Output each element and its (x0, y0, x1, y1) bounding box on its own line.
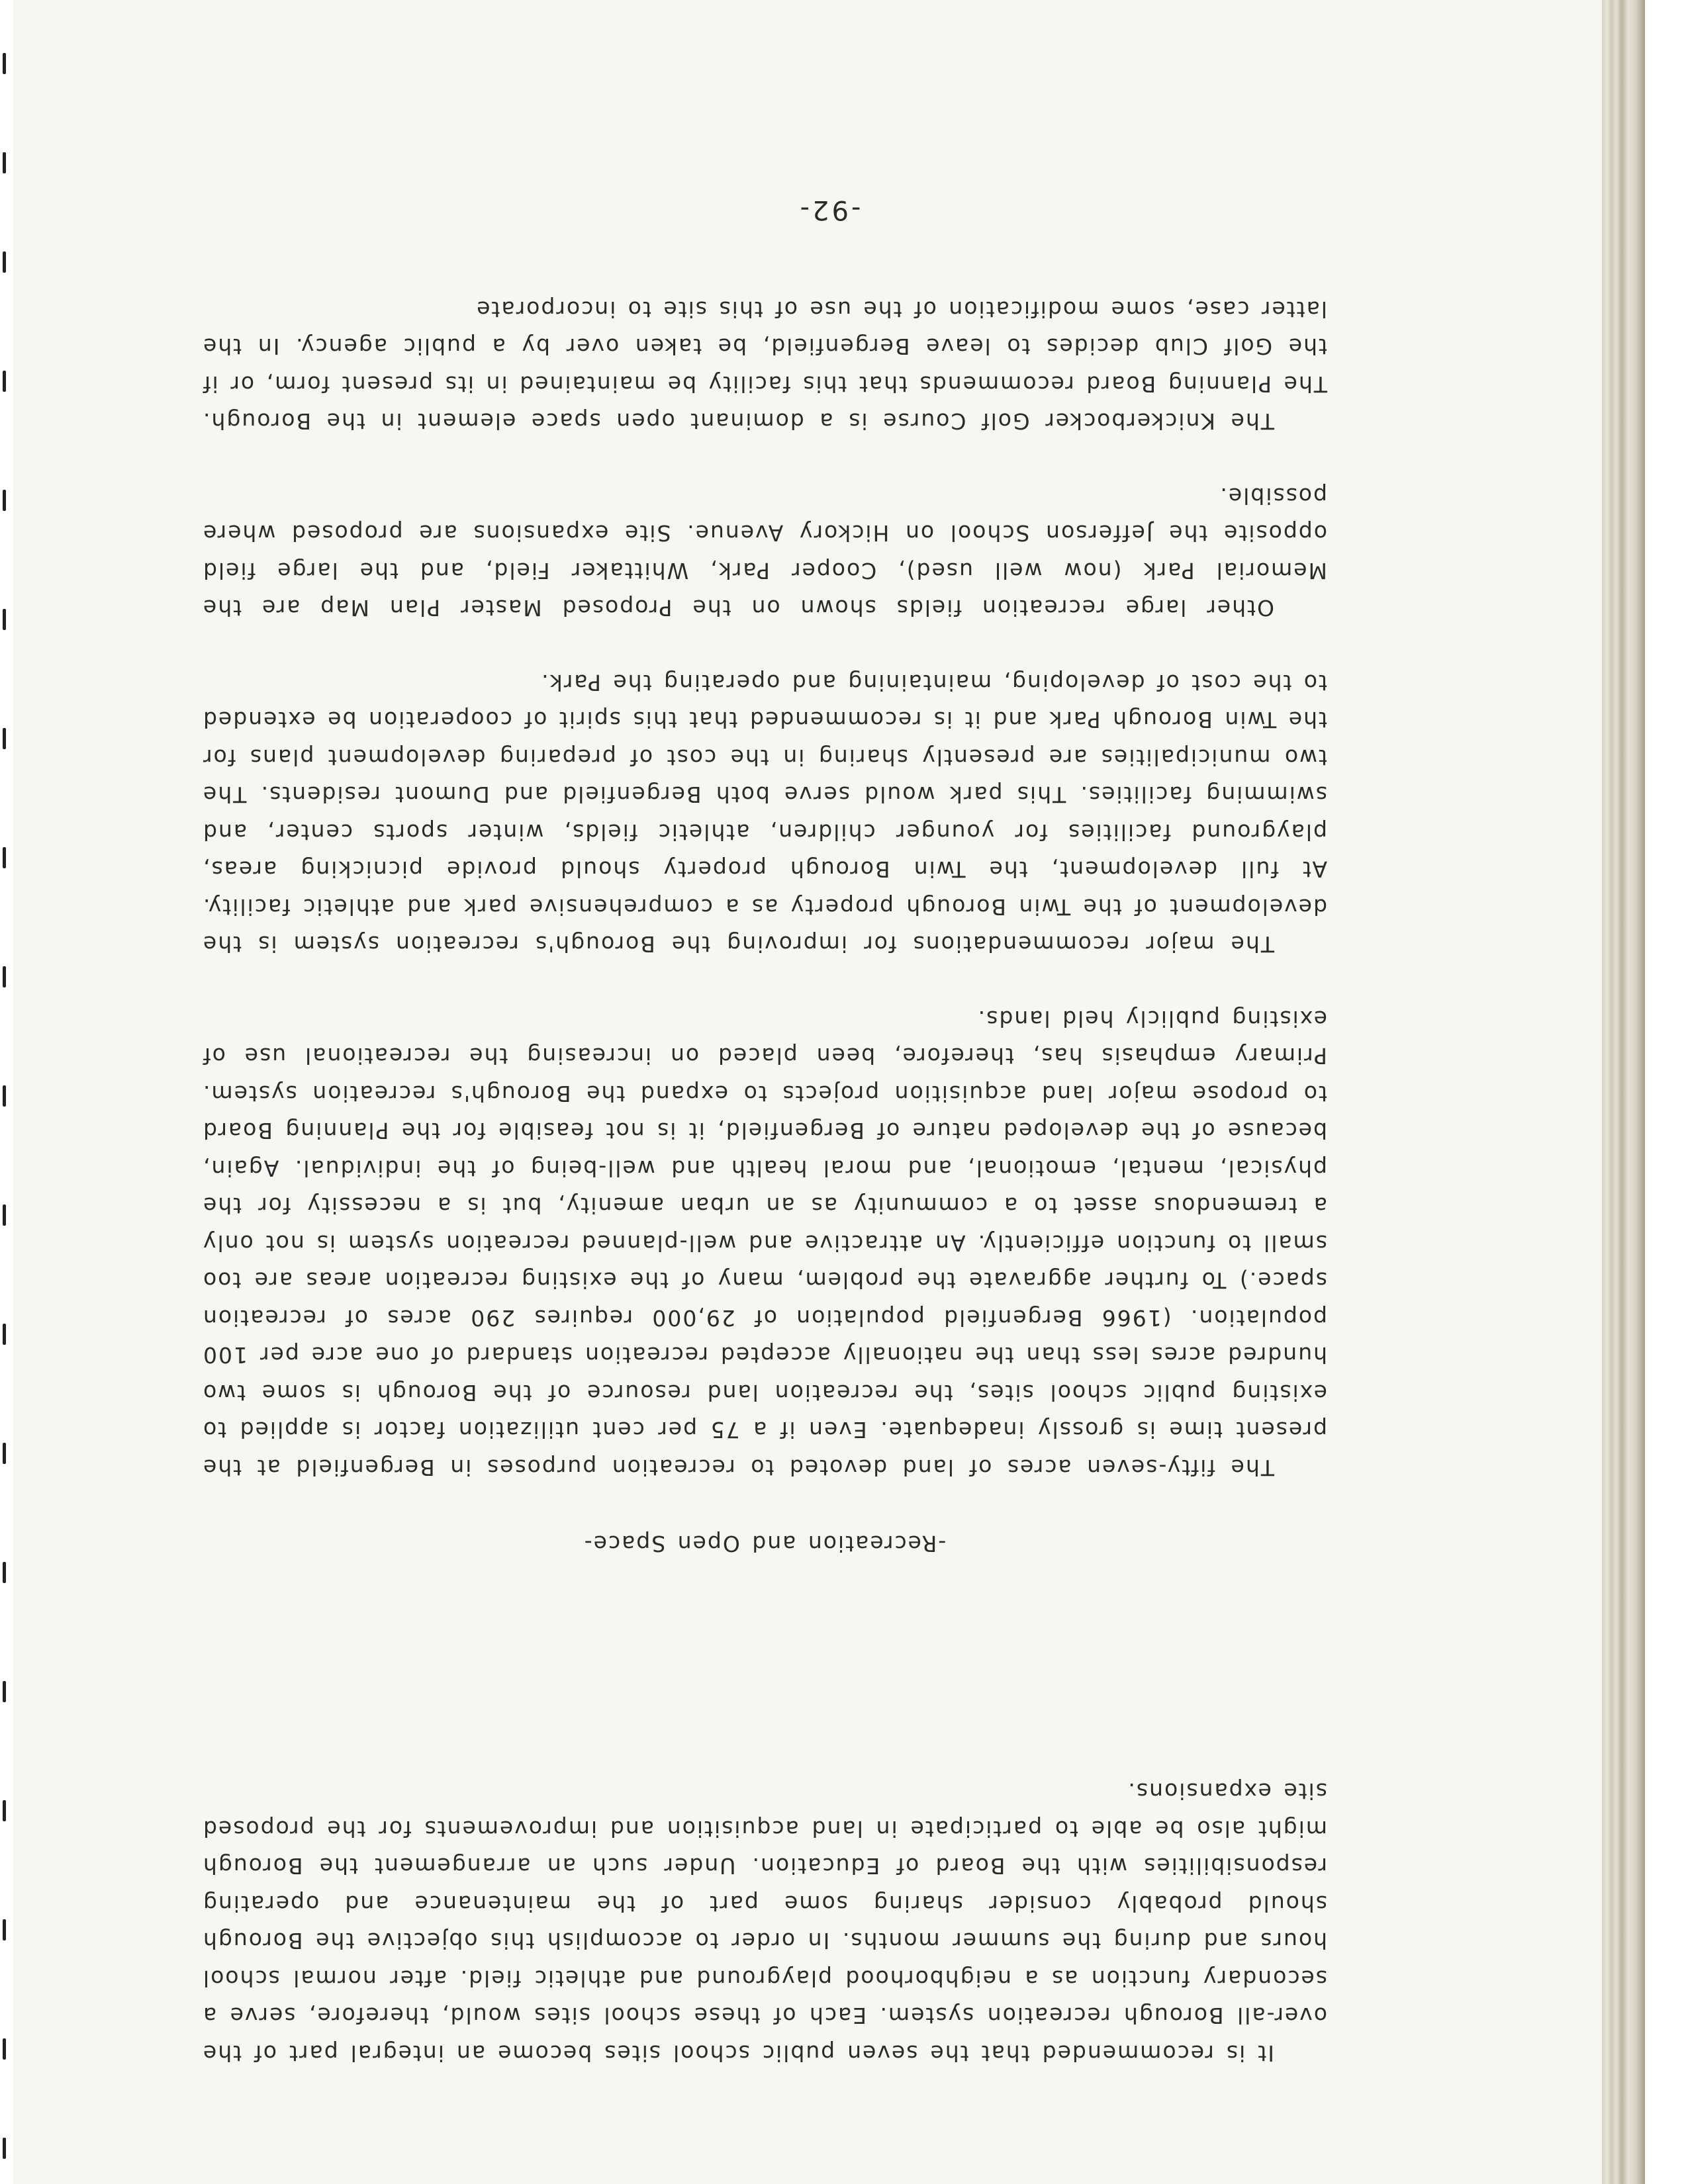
upside-down-content (13, 0, 1645, 2184)
binder-hole (3, 847, 6, 868)
binder-edge (0, 0, 13, 2184)
intro-section (202, 1772, 1327, 2071)
binder-hole (3, 251, 6, 273)
paragraph-spacer (202, 440, 1327, 477)
paragraph-golf-course: The Knickerbocker Golf Course is a dominant open space element in the Borough. The Planning Board recommends that this facility be maintained in its present form, or if the Golf Club decides to leave Bergenfield, be taken over by a public agency. In the latter case, some modification of the use of this site to incorporate (202, 296, 1327, 435)
binder-hole (3, 728, 6, 749)
paragraph-recreation-fields: Other large recreation fields shown on the Proposed Master Plan Map are the Memorial Park (now well used), Cooper Park, Whittaker Field, and the large field opposite the Jefferson School on Hickory Avenue. Site expansions are proposed where possible. (202, 483, 1327, 621)
binder-hole (3, 1205, 6, 1226)
paragraph-recreation-land: The fifty-seven acres of land devoted to recreation purposes in Bergenfield at the present time is grossly inadequate. Even if a 75 per cent utilization factor is applied to existing public school sites, the recreation land resource of the Borough is some two hundred acres less than the nationally accepted recreation standard of one acre per 100 population. (1966 Bergenfield population of 29,000 requires 290 acres of recreation space.) To further aggravate the problem, many of the existing recreation areas are too small to function efficiently. An attractive and well-planned recreation system is not only a tremendous asset to a community as an urban amenity, but is a necessity for the physical, mental, emotional, and moral health and well-being of the individual. Again, because of the developed nature of Bergenfield, it is not feasible for the Planning Board to propose major land acquisition projects to expand the Borough's recreation system. Primary emphasis has, therefore, been placed on increasing the recreational use of existing publicly held lands. (202, 1006, 1327, 1480)
binder-hole (3, 1681, 6, 1702)
binder-hole (3, 1085, 6, 1107)
paragraph-spacer (202, 963, 1327, 1000)
binder-hole (3, 371, 6, 392)
page-number: -92- (797, 195, 861, 225)
binder-hole (3, 1443, 6, 1464)
stacked-page-edge (1602, 0, 1645, 2184)
binder-hole (3, 1800, 6, 1821)
binder-hole (3, 2138, 6, 2159)
binder-hole (3, 1324, 6, 1345)
binder-hole (3, 152, 6, 173)
paragraph-twin-borough: The major recommendations for improving the Borough's recreation system is the development of the Twin Borough property as a comprehensive park and athletic facility. At full development, the Twin Borough property should provide picnicking areas, playground facilities for younger children, athletic fields, winter sports center, and swimming facilities. This park would serve both Bergenfield and Dumont residents. The two municipalities are presently sharing in the cost of preparing development plans for the Twin Borough Park and it is recommended that this spirit of cooperation be extended to the cost of developing, maintaining and operating the Park. (202, 670, 1327, 958)
section-heading-container (202, 1525, 1327, 1563)
recreation-section (202, 291, 1327, 1486)
paragraph-school-sites: It is recommended that the seven public school sites become an integral part of the over-all Borough recreation system. Each of these school sites would, therefore, serve a secondary function as a neighborhood playground and athletic field. after normal school hours and during the summer months. In order to accomplish this objective the Borough should probably consider sharing some part of the maintenance and operating responsibilities with the Board of Education. Under such an arrangement the Borough might also be able to participate in land acquisition and improvements for the proposed site expansions. (202, 1778, 1327, 2066)
binder-hole (3, 2038, 6, 2060)
binder-hole (3, 53, 6, 74)
binder-hole (3, 1919, 6, 1940)
binder-hole (3, 490, 6, 511)
binder-hole (3, 1562, 6, 1583)
section-heading: -Recreation and Open Space- (583, 1531, 947, 1557)
paragraph-spacer (202, 627, 1327, 664)
binder-hole (3, 609, 6, 630)
scanned-page (13, 0, 1645, 2184)
binder-hole (3, 966, 6, 987)
